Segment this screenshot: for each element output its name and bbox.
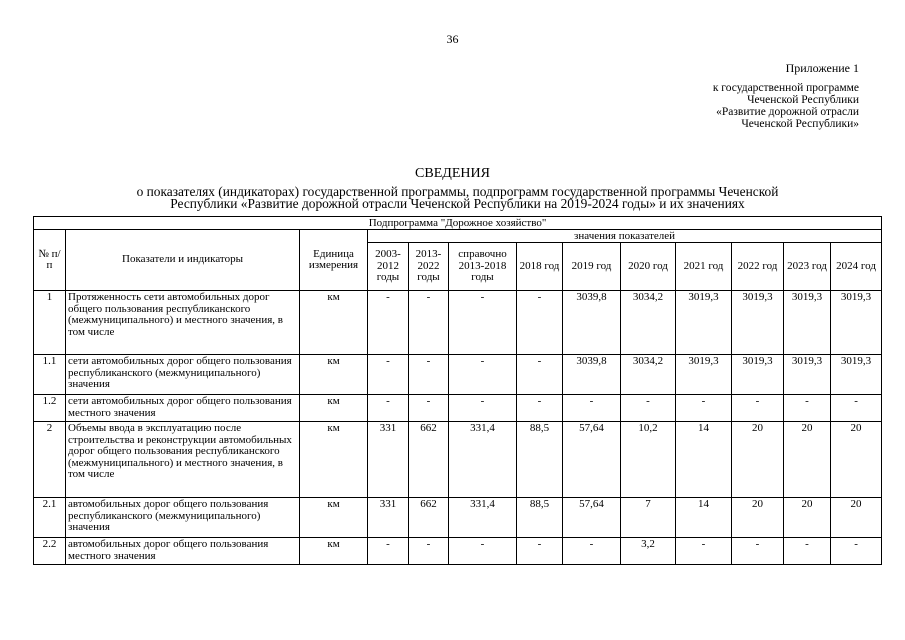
table-row: [34, 355, 882, 395]
row-value: 14: [676, 498, 732, 538]
row-num: 2: [34, 422, 66, 498]
year-header: 2021 год: [676, 243, 732, 291]
row-value: -: [517, 538, 563, 565]
row-value: 3034,2: [621, 355, 676, 395]
row-num: 1.2: [34, 395, 66, 422]
row-indicator: Протяженность сети автомобильных дорог общего пользования республиканского (межмуниципального) и местного значения, в том числе: [66, 291, 300, 355]
header-num: № п/п: [34, 230, 66, 291]
row-value: -: [409, 395, 449, 422]
row-value: 57,64: [563, 422, 621, 498]
row-value: 88,5: [517, 422, 563, 498]
year-header: 2020 год: [621, 243, 676, 291]
row-value: 3039,8: [563, 291, 621, 355]
row-value: 20: [831, 422, 882, 498]
row-value: 3019,3: [732, 291, 784, 355]
row-unit: км: [300, 355, 368, 395]
header-row: [34, 230, 882, 243]
row-value: 331,4: [449, 422, 517, 498]
row-indicator: сети автомобильных дорог общего пользования местного значения: [66, 395, 300, 422]
row-value: 331,4: [449, 498, 517, 538]
year-header: справочно 2013-2018 годы: [449, 243, 517, 291]
subheading-line: о показателях (индикаторах) государственной программы, подпрограмм государственной программы Чеченской: [136, 184, 779, 199]
row-unit: км: [300, 291, 368, 355]
row-value: -: [784, 395, 831, 422]
row-unit: км: [300, 538, 368, 565]
row-value: 662: [409, 498, 449, 538]
appendix-line: Чеченской Республики»: [741, 118, 859, 130]
row-value: 3019,3: [732, 355, 784, 395]
header-indicator: Показатели и индикаторы: [66, 230, 300, 291]
row-unit: км: [300, 395, 368, 422]
row-value: 20: [732, 498, 784, 538]
row-indicator: Объемы ввода в эксплуатацию после строительства и реконструкции автомобильных дорог общего пользования республиканского (межмуниципального) и местного значения, в том числе: [66, 422, 300, 498]
row-value: 57,64: [563, 498, 621, 538]
indicators-table: [33, 216, 882, 565]
row-value: -: [676, 538, 732, 565]
table-row: [34, 291, 882, 355]
row-value: -: [784, 538, 831, 565]
row-value: -: [449, 291, 517, 355]
table-row: [34, 538, 882, 565]
header-values: значения показателей: [368, 230, 882, 243]
year-header: 2003-2012 годы: [368, 243, 409, 291]
row-value: 331: [368, 422, 409, 498]
year-header: 2018 год: [517, 243, 563, 291]
subheading-line: Республики «Развитие дорожной отрасли Чеченской Республики на 2019-2024 годы» и их значениях: [170, 196, 745, 211]
row-value: 3019,3: [676, 291, 732, 355]
row-value: 20: [831, 498, 882, 538]
row-value: 20: [784, 498, 831, 538]
row-value: 662: [409, 422, 449, 498]
row-value: 3019,3: [831, 355, 882, 395]
row-value: 3,2: [621, 538, 676, 565]
row-value: -: [517, 355, 563, 395]
year-header: 2023 год: [784, 243, 831, 291]
appendix-line: к государственной программе: [712, 82, 859, 94]
appendix-caption: [713, 82, 859, 130]
row-value: -: [449, 355, 517, 395]
row-value: -: [676, 395, 732, 422]
row-num: 2.2: [34, 538, 66, 565]
row-indicator: автомобильных дорог общего пользования республиканского (межмуниципального) значения: [66, 498, 300, 538]
document-heading: СВЕДЕНИЯ: [415, 166, 490, 181]
row-indicator: автомобильных дорог общего пользования местного значения: [66, 538, 300, 565]
row-num: 2.1: [34, 498, 66, 538]
row-indicator: сети автомобильных дорог общего пользования республиканского (межмуниципального) значения: [66, 355, 300, 395]
header-unit: Единица измерения: [300, 230, 368, 291]
table-row: [34, 395, 882, 422]
row-value: -: [563, 395, 621, 422]
row-num: 1.1: [34, 355, 66, 395]
row-value: 20: [784, 422, 831, 498]
appendix-line: Чеченской Республики: [747, 94, 859, 106]
row-value: -: [732, 538, 784, 565]
row-value: 20: [732, 422, 784, 498]
subprogram-row: [34, 217, 882, 230]
page-number: 36: [446, 32, 459, 46]
year-header: 2013-2022 годы: [409, 243, 449, 291]
row-value: 3019,3: [676, 355, 732, 395]
row-value: 331: [368, 498, 409, 538]
row-value: -: [517, 291, 563, 355]
row-unit: км: [300, 422, 368, 498]
row-num: 1: [34, 291, 66, 355]
row-value: -: [368, 538, 409, 565]
row-value: 3034,2: [621, 291, 676, 355]
row-value: -: [409, 355, 449, 395]
row-value: 88,5: [517, 498, 563, 538]
row-value: 14: [676, 422, 732, 498]
appendix-line: «Развитие дорожной отрасли: [716, 106, 859, 118]
row-value: -: [409, 538, 449, 565]
row-value: -: [449, 395, 517, 422]
row-value: 3019,3: [784, 355, 831, 395]
table-row: [34, 498, 882, 538]
row-value: -: [831, 395, 882, 422]
row-value: -: [563, 538, 621, 565]
row-value: -: [449, 538, 517, 565]
appendix-title: Приложение 1: [785, 61, 859, 75]
row-value: -: [831, 538, 882, 565]
row-value: 3039,8: [563, 355, 621, 395]
table-row: [34, 422, 882, 498]
row-value: -: [732, 395, 784, 422]
year-header: 2019 год: [563, 243, 621, 291]
row-value: -: [368, 395, 409, 422]
row-value: -: [517, 395, 563, 422]
year-header: 2022 год: [732, 243, 784, 291]
row-unit: км: [300, 498, 368, 538]
row-value: 3019,3: [831, 291, 882, 355]
document-subheading: [60, 186, 855, 210]
year-header: 2024 год: [831, 243, 882, 291]
subprogram-title: Подпрограмма "Дорожное хозяйство": [34, 217, 882, 230]
row-value: 7: [621, 498, 676, 538]
row-value: -: [368, 291, 409, 355]
row-value: 10,2: [621, 422, 676, 498]
row-value: -: [621, 395, 676, 422]
row-value: -: [368, 355, 409, 395]
row-value: -: [409, 291, 449, 355]
row-value: 3019,3: [784, 291, 831, 355]
